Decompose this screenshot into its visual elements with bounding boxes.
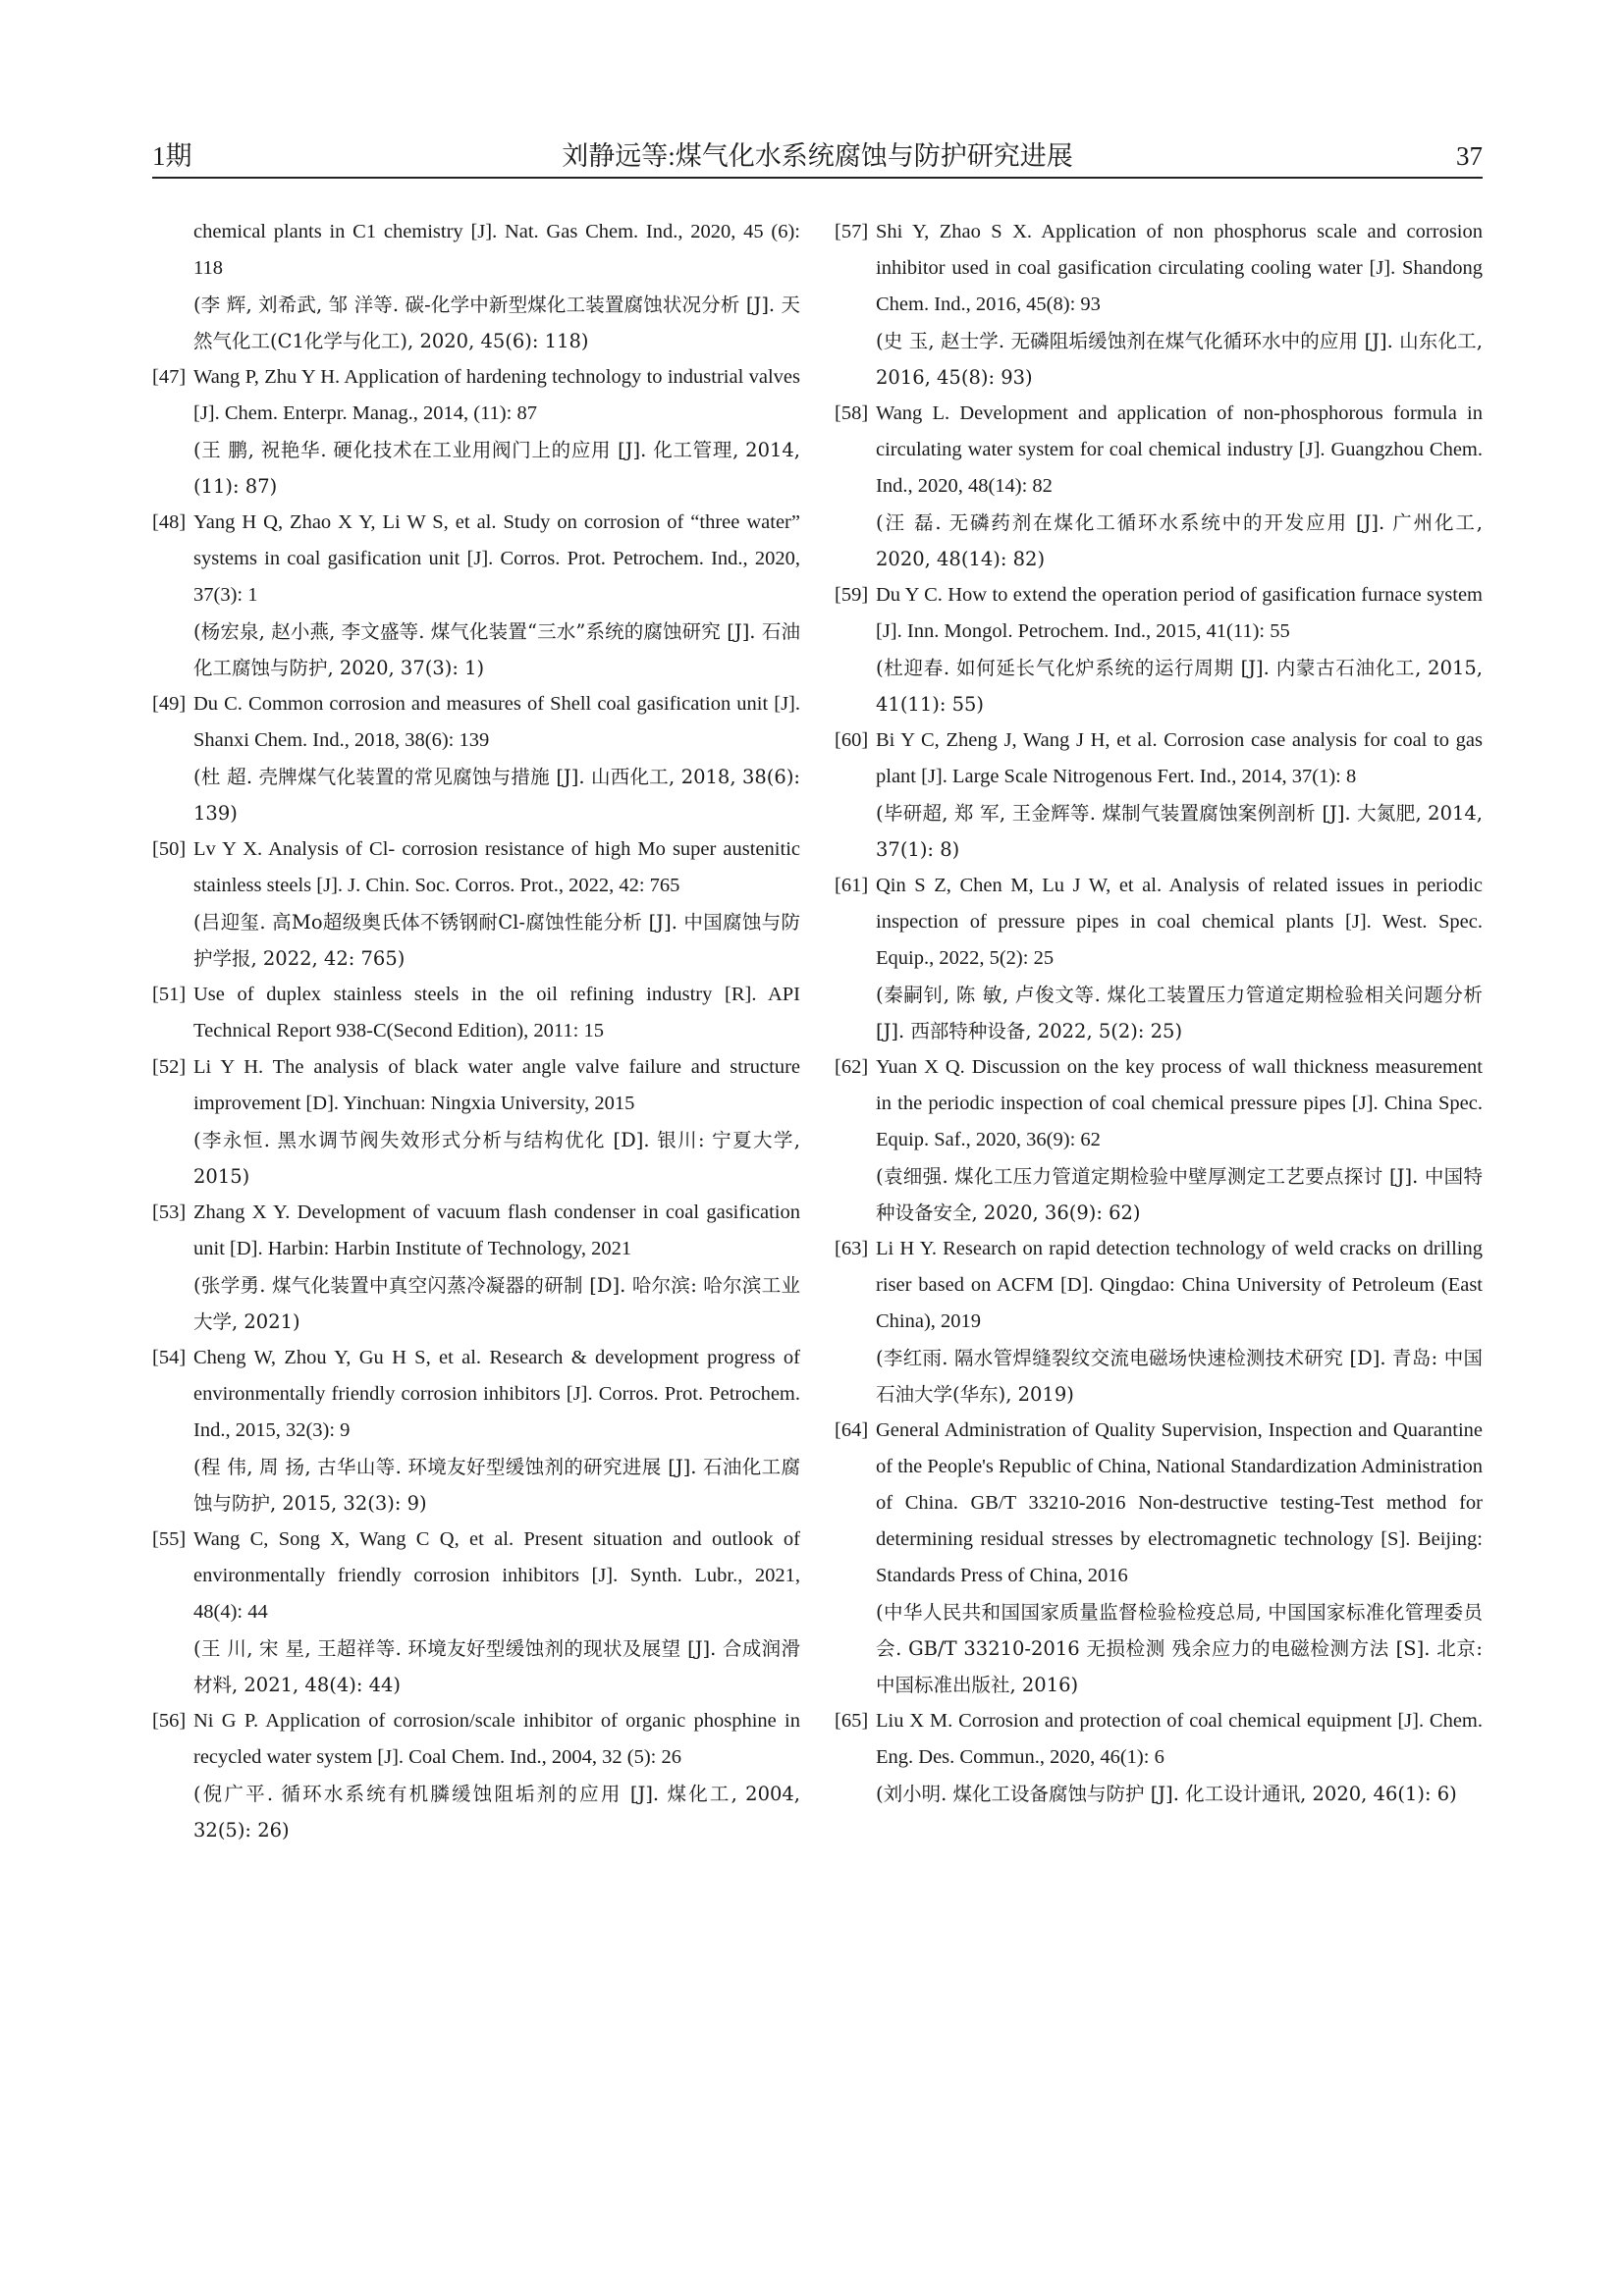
reference-item (835, 577, 1483, 722)
reference-number: [55] (152, 1528, 187, 1550)
reference-chinese: (刘小明. 煤化工设备腐蚀与防护 [J]. 化工设计通讯, 2020, 46(1): 6) (876, 1783, 1457, 1805)
reference-number: [60] (835, 729, 869, 751)
reference-english: Li H Y. Research on rapid detection technology of weld cracks on drilling riser based on ACFM [D]. Qingdao: China University of Petroleum (East China), 2019 (876, 1238, 1483, 1332)
reference-number: [65] (835, 1710, 869, 1732)
reference-chinese: (王 鹏, 祝艳华. 硬化技术在工业用阀门上的应用 [J]. 化工管理, 2014, (11): 87) (193, 439, 800, 498)
reference-item (835, 1703, 1483, 1812)
reference-english: Wang P, Zhu Y H. Application of hardening technology to industrial valves [J]. Chem. Enterpr. Manag., 2014, (11): 87 (193, 366, 800, 424)
reference-chinese: (中华人民共和国国家质量监督检验检疫总局, 中国国家标准化管理委员会. GB/T 33210-2016 无损检测 残余应力的电磁检测方法 [S]. 北京: 中国标准出版社, 2016) (876, 1601, 1483, 1696)
reference-chinese: (秦嗣钊, 陈 敏, 卢俊文等. 煤化工装置压力管道定期检验相关问题分析 [J]. 西部特种设备, 2022, 5(2): 25) (876, 984, 1483, 1042)
reference-item (835, 868, 1483, 1049)
reference-english: General Administration of Quality Supervision, Inspection and Quarantine of the People's Republic of China, National Standardization Administration of China. GB/T 33210-2016 Non-destructive testing-Test method for determining residual stresses by electromagnetic technology [S]. Beijing: Standards Press of China, 2016 (876, 1419, 1484, 1586)
reference-item (152, 1340, 800, 1522)
reference-english: Cheng W, Zhou Y, Gu H S, et al. Research & development progress of environmentally friendly corrosion inhibitors [J]. Corros. Prot. Petrochem. Ind., 2015, 32(3): 9 (193, 1347, 800, 1441)
reference-item (152, 505, 800, 686)
reference-item (835, 1049, 1483, 1231)
reference-chinese: (王 川, 宋 星, 王超祥等. 环境友好型缓蚀剂的现状及展望 [J]. 合成润滑材料, 2021, 48(4): 44) (193, 1637, 800, 1696)
reference-item (152, 1049, 800, 1195)
reference-item (152, 1703, 800, 1848)
reference-chinese: (吕迎玺. 高Mo超级奥氏体不锈钢耐Cl-腐蚀性能分析 [J]. 中国腐蚀与防护学报, 2022, 42: 765) (193, 911, 800, 970)
reference-number: [53] (152, 1201, 187, 1223)
reference-english: Li Y H. The analysis of black water angle valve failure and structure improvement [D]. Yinchuan: Ningxia University, 2015 (193, 1056, 800, 1114)
reference-number: [61] (835, 875, 869, 896)
reference-english: Wang C, Song X, Wang C Q, et al. Present situation and outlook of environmentally friendly corrosion inhibitors [J]. Synth. Lubr., 2021, 48(4): 44 (193, 1528, 800, 1623)
reference-number: [59] (835, 584, 869, 606)
reference-english: Wang L. Development and application of non-phosphorous formula in circulating water system for coal chemical industry [J]. Guangzhou Chem. Ind., 2020, 48(14): 82 (876, 402, 1483, 497)
reference-item (152, 831, 800, 977)
reference-english: Qin S Z, Chen M, Lu J W, et al. Analysis of related issues in periodic inspection of pressure pipes in coal chemical plants [J]. West. Spec. Equip., 2022, 5(2): 25 (876, 875, 1483, 969)
reference-english: Yang H Q, Zhao X Y, Li W S, et al. Study on corrosion of “three water” systems in coal gasification unit [J]. Corros. Prot. Petrochem. Ind., 2020, 37(3): 1 (193, 511, 800, 606)
reference-chinese: (张学勇. 煤气化装置中真空闪蒸冷凝器的研制 [D]. 哈尔滨: 哈尔滨工业大学, 2021) (193, 1274, 800, 1333)
reference-number: [63] (835, 1238, 869, 1259)
reference-item (835, 214, 1483, 396)
right-reference-column (835, 214, 1483, 1812)
reference-chinese: (倪广平. 循环水系统有机膦缓蚀阻垢剂的应用 [J]. 煤化工, 2004, 32(5): 26) (193, 1783, 800, 1842)
reference-english: Du Y C. How to extend the operation period of gasification furnace system [J]. Inn. Mongol. Petrochem. Ind., 2015, 41(11): 55 (876, 584, 1483, 642)
page-number: 37 (1456, 141, 1483, 171)
reference-item (152, 686, 800, 831)
reference-english: Shi Y, Zhao S X. Application of non phosphorus scale and corrosion inhibitor used in coal gasification circulating cooling water [J]. Shandong Chem. Ind., 2016, 45(8): 93 (876, 221, 1483, 315)
reference-number: [50] (152, 838, 187, 860)
reference-english: Yuan X Q. Discussion on the key process of wall thickness measurement in the periodic inspection of coal chemical pressure pipes [J]. China Spec. Equip. Saf., 2020, 36(9): 62 (876, 1056, 1483, 1150)
reference-english: Liu X M. Corrosion and protection of coal chemical equipment [J]. Chem. Eng. Des. Commun., 2020, 46(1): 6 (876, 1710, 1483, 1768)
reference-number: [52] (152, 1056, 187, 1078)
reference-item (152, 1522, 800, 1703)
reference-english: Bi Y C, Zheng J, Wang J H, et al. Corrosion case analysis for coal to gas plant [J]. Large Scale Nitrogenous Fert. Ind., 2014, 37(1): 8 (876, 729, 1483, 787)
reference-chinese: (汪 磊. 无磷药剂在煤化工循环水系统中的开发应用 [J]. 广州化工, 2020, 48(14): 82) (876, 511, 1483, 570)
reference-number: [51] (152, 984, 187, 1005)
reference-item (152, 359, 800, 505)
issue-number: 1期 (152, 141, 192, 171)
reference-english: chemical plants in C1 chemistry [J]. Nat. Gas Chem. Ind., 2020, 45 (6): 118 (193, 221, 800, 279)
reference-english: Zhang X Y. Development of vacuum flash condenser in coal gasification unit [D]. Harbin: Harbin Institute of Technology, 2021 (193, 1201, 800, 1259)
reference-chinese: (李红雨. 隔水管焊缝裂纹交流电磁场快速检测技术研究 [D]. 青岛: 中国石油大学(华东), 2019) (876, 1347, 1483, 1406)
reference-chinese: (程 伟, 周 扬, 古华山等. 环境友好型缓蚀剂的研究进展 [J]. 石油化工腐蚀与防护, 2015, 32(3): 9) (193, 1456, 800, 1515)
reference-chinese: (杨宏泉, 赵小燕, 李文盛等. 煤气化装置“三水”系统的腐蚀研究 [J]. 石油化工腐蚀与防护, 2020, 37(3): 1) (193, 620, 800, 679)
reference-chinese: (袁细强. 煤化工压力管道定期检验中壁厚测定工艺要点探讨 [J]. 中国特种设备安全, 2020, 36(9): 62) (876, 1165, 1483, 1224)
reference-item (152, 214, 800, 359)
reference-item (835, 1231, 1483, 1413)
reference-number: [57] (835, 221, 869, 242)
reference-english: Lv Y X. Analysis of Cl- corrosion resistance of high Mo super austenitic stainless steels [J]. J. Chin. Soc. Corros. Prot., 2022, 42: 765 (193, 838, 800, 896)
reference-number: [58] (835, 402, 869, 424)
left-reference-column (152, 214, 800, 1848)
reference-number: [47] (152, 366, 187, 388)
running-header (152, 137, 1483, 179)
reference-chinese: (史 玉, 赵士学. 无磷阻垢缓蚀剂在煤气化循环水中的应用 [J]. 山东化工, 2016, 45(8): 93) (876, 330, 1483, 389)
reference-number: [49] (152, 693, 187, 715)
reference-number: [56] (152, 1710, 187, 1732)
reference-number: [54] (152, 1347, 187, 1368)
reference-item (835, 1413, 1483, 1703)
reference-chinese: (毕研超, 郑 军, 王金辉等. 煤制气装置腐蚀案例剖析 [J]. 大氮肥, 2014, 37(1): 8) (876, 802, 1483, 861)
reference-english: Use of duplex stainless steels in the oil refining industry [R]. API Technical Report 938-C(Second Edition), 2011: 15 (193, 984, 800, 1041)
reference-item (152, 977, 800, 1049)
running-title: 刘静远等:煤气化水系统腐蚀与防护研究进展 (562, 141, 1073, 171)
reference-chinese: (杜迎春. 如何延长气化炉系统的运行周期 [J]. 内蒙古石油化工, 2015, 41(11): 55) (876, 657, 1483, 716)
reference-chinese: (李永恒. 黑水调节阀失效形式分析与结构优化 [D]. 银川: 宁夏大学, 2015) (193, 1129, 800, 1188)
reference-item (152, 1195, 800, 1340)
reference-number: [48] (152, 511, 187, 533)
reference-english: Ni G P. Application of corrosion/scale inhibitor of organic phosphine in recycled water system [J]. Coal Chem. Ind., 2004, 32 (5): 26 (193, 1710, 800, 1768)
reference-number: [62] (835, 1056, 869, 1078)
reference-chinese: (李 辉, 刘希武, 邹 洋等. 碳-化学中新型煤化工装置腐蚀状况分析 [J]. 天然气化工(C1化学与化工), 2020, 45(6): 118) (193, 294, 800, 352)
reference-chinese: (杜 超. 壳牌煤气化装置的常见腐蚀与措施 [J]. 山西化工, 2018, 38(6): 139) (193, 766, 800, 825)
reference-item (835, 396, 1483, 577)
reference-english: Du C. Common corrosion and measures of Shell coal gasification unit [J]. Shanxi Chem. Ind., 2018, 38(6): 139 (193, 693, 800, 751)
reference-number: [64] (835, 1419, 869, 1441)
reference-item (835, 722, 1483, 868)
